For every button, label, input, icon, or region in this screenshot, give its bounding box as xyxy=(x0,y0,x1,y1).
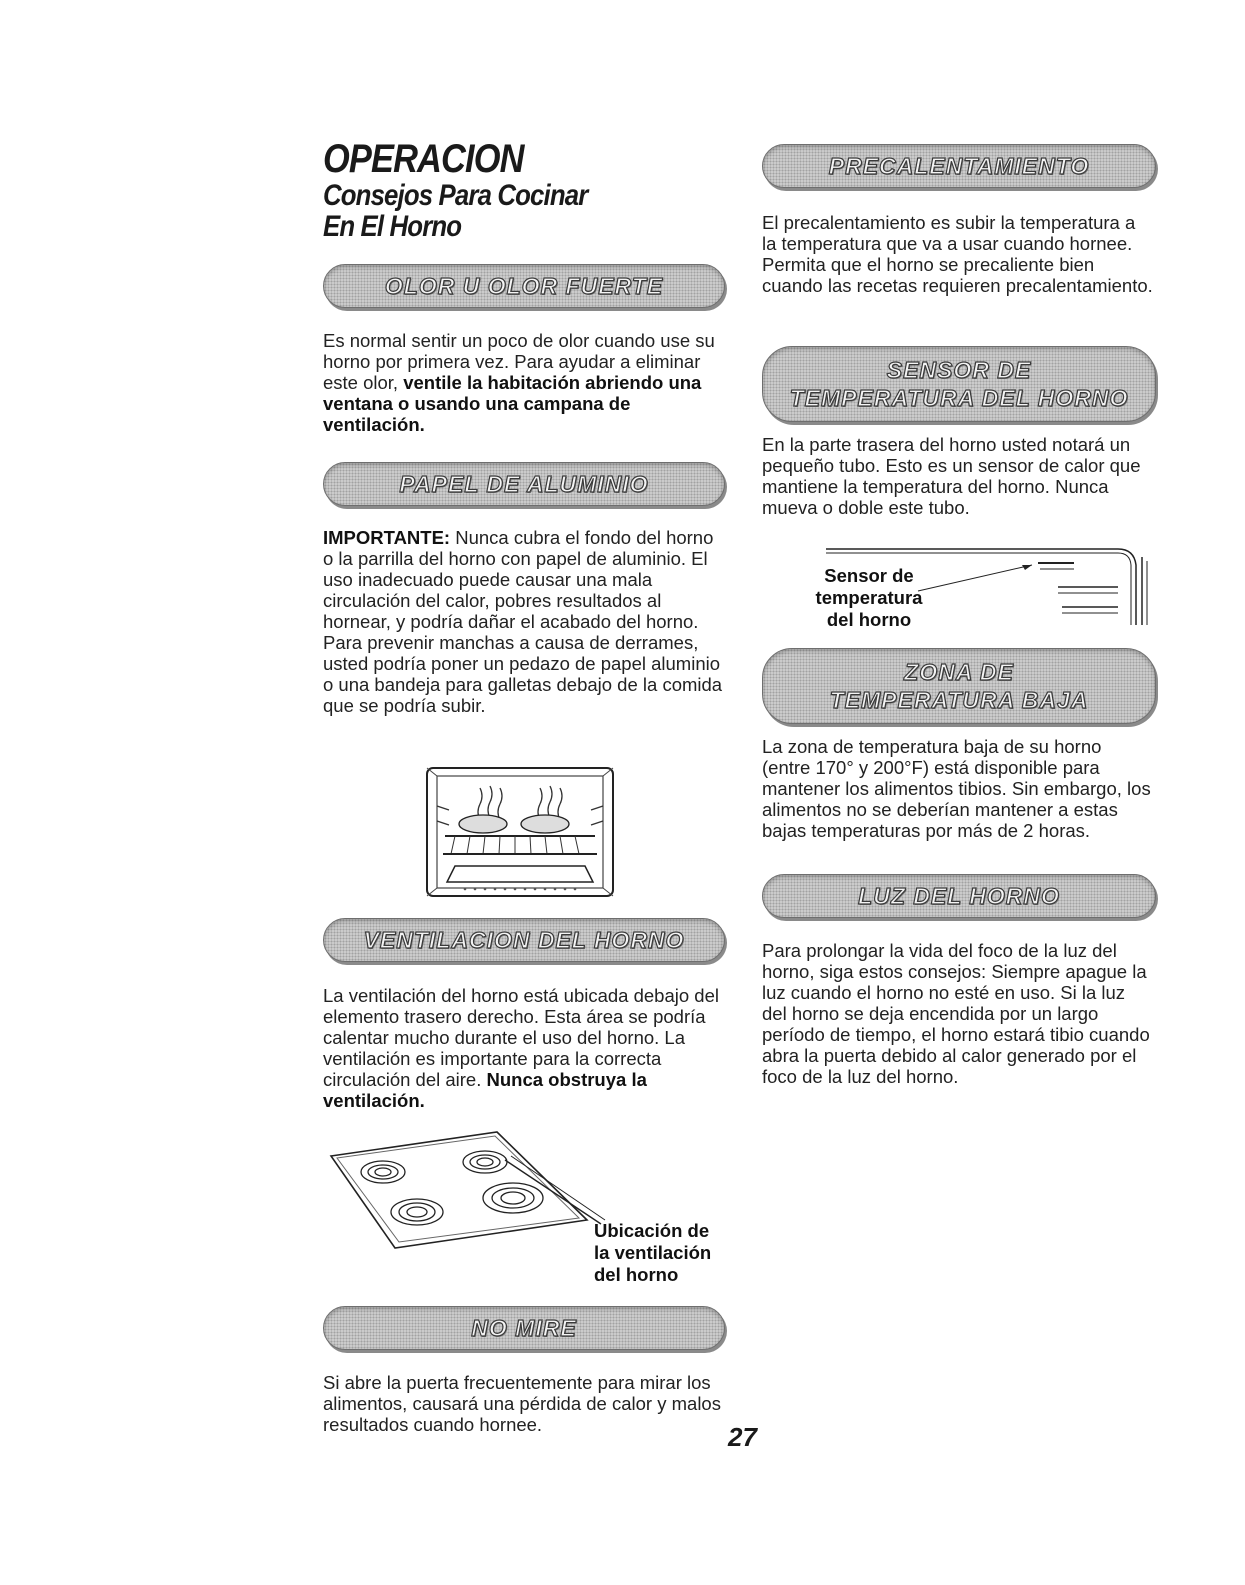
banner-luz-label: LUZ DEL HORNO xyxy=(858,883,1060,909)
papel-text-plain: Nunca cubra el fondo del horno o la parrilla del horno con papel de aluminio. El uso inadecuado puede causar una mala circulación del calor, pobres resultados al hornear, y podría dañar el acabado del horno. Para prevenir manchas a causa de derrames, usted podría poner un pedazo de papel aluminio o una bandeja para galletas debajo de la comida que se podría subir. xyxy=(323,527,723,716)
section-sensor-text: En la parte trasera del horno usted notará un pequeño tubo. Esto es un sensor de calor que mantiene la temperatura del horno. Nunca mueva o doble este tubo. xyxy=(762,434,1141,518)
page-subtitle-line1: Consejos Para Cocinar xyxy=(323,179,588,212)
vent-location-caption xyxy=(594,1220,711,1286)
banner-ventilacion xyxy=(323,918,725,962)
section-papel-text xyxy=(323,527,723,716)
sensor-caption-line2: temperatura xyxy=(815,587,923,608)
olor-text-plain: Es normal sentir un poco de olor cuando use su horno por primera vez. Para ayudar a eliminar este olor, xyxy=(323,330,715,393)
banner-sensor-line1: SENSOR DE xyxy=(886,357,1032,383)
section-zona-text: La zona de temperatura baja de su horno (entre 170° y 200°F) está disponible para mantener los alimentos tibios. Sin embargo, los alimentos no se deberían mantener a estas bajas temperaturas por más de 2 horas. xyxy=(762,736,1151,841)
banner-precalentamiento xyxy=(762,144,1156,188)
page-title: OPERACION xyxy=(323,137,524,181)
banner-precalentamiento-label: PRECALENTAMIENTO xyxy=(828,153,1090,179)
ventilacion-text-bold: Nunca obstruya la ventilación. xyxy=(323,1069,647,1111)
banner-zona-line2: TEMPERATURA BAJA xyxy=(829,687,1089,713)
vent-caption-line2: la ventilación xyxy=(594,1242,712,1263)
section-olor-text xyxy=(323,330,723,435)
section-precalentamiento-text: El precalentamiento es subir la temperatura a la temperatura que va a usar cuando hornee. Permita que el horno se precaliente bien cuando las recetas requieren precalentamiento. xyxy=(762,212,1153,296)
banner-luz xyxy=(762,874,1156,918)
cooktop-vent-illustration xyxy=(325,1128,625,1260)
olor-text-bold: ventile la habitación abriendo una ventana o usando una campana de ventilación. xyxy=(323,372,702,435)
page-number: 27 xyxy=(728,1422,757,1452)
banner-papel xyxy=(323,462,725,506)
banner-no-mire xyxy=(323,1306,725,1350)
banner-zona xyxy=(762,648,1156,724)
section-luz-text: Para prolongar la vida del foco de la luz del horno, siga estos consejos: Siempre apague la luz cuando el horno no esté en uso. Si la luz del horno se deja encendida por un largo período de tiempo, el horno estará tibio cuando abra la puerta debido al calor generado por el foco de la luz del horno. xyxy=(762,940,1150,1087)
section-no-mire-text: Si abre la puerta frecuentemente para mirar los alimentos, causará una pérdida de calor y malos resultados cuando hornee. xyxy=(323,1372,721,1435)
banner-olor-label: OLOR U OLOR FUERTE xyxy=(384,273,664,299)
vent-caption-line1: Ubicación de xyxy=(594,1220,710,1241)
title-block xyxy=(323,138,723,242)
banner-sensor-line2: TEMPERATURA DEL HORNO xyxy=(789,385,1129,411)
banner-zona-line1: ZONA DE xyxy=(904,659,1014,685)
banner-sensor xyxy=(762,346,1156,422)
oven-interior-illustration xyxy=(425,766,615,898)
page-subtitle-line2: En El Horno xyxy=(323,210,462,243)
papel-text-bold: IMPORTANTE: xyxy=(323,527,451,548)
sensor-caption-line3: del horno xyxy=(826,609,912,630)
vent-caption-line3: del horno xyxy=(594,1264,679,1285)
banner-olor xyxy=(323,264,725,308)
section-ventilacion-text xyxy=(323,985,723,1111)
sensor-caption xyxy=(810,565,928,631)
banner-papel-label: PAPEL DE ALUMINIO xyxy=(399,471,649,497)
banner-no-mire-label: NO MIRE xyxy=(471,1315,577,1341)
ventilacion-text-plain: La ventilación del horno está ubicada debajo del elemento trasero derecho. Esta área se podría calentar mucho durante el uso del horno. La ventilación es importante para la correcta circulación del aire. xyxy=(323,985,719,1090)
banner-ventilacion-label: VENTILACION DEL HORNO xyxy=(363,927,685,953)
sensor-caption-line1: Sensor de xyxy=(824,565,914,586)
